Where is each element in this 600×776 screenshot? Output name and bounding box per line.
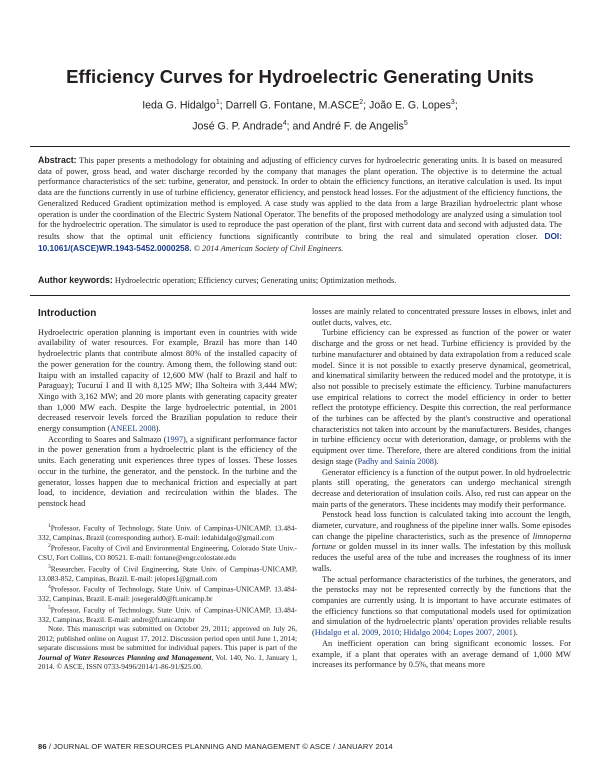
author-affil-mark: 4: [282, 119, 287, 127]
keywords-text: Hydroelectric operation; Efficiency curves; Generating units; Optimization methods.: [112, 276, 397, 285]
author-list: [40, 94, 560, 135]
paragraph-text: ).: [433, 456, 439, 466]
paragraph-text: According to Soares and Salmazo (: [48, 434, 167, 444]
header-divider: [30, 146, 570, 147]
footnote-text: Researcher, Faculty of Civil Engineering, State Univ. of Campinas-UNICAMP, 13.083-852, Campinas, Brazil. E-mail: jelopes1@gmail.com: [38, 564, 297, 583]
paragraph-text: ), a significant performance factor in the power generation from a hydroelectric plant is the efficiency of the units. Each generating unit experiences three types of losses. These losses occur in the turbine, the generator, and the penstock. In the turbine and the generator, losses happen due to mechanical friction and especially at part load, to incidence, deviation and recirculation within the blades. The penstock head: [38, 434, 297, 508]
author-affil-mark: 5: [403, 119, 408, 127]
paragraph: [312, 328, 571, 467]
abstract-divider: [30, 295, 570, 296]
section-heading-introduction: Introduction: [38, 308, 97, 319]
citation-link[interactable]: ANEEL 2008: [110, 424, 156, 434]
paragraph-text: ).: [512, 628, 518, 638]
paragraph-text: Penstock head loss function is calculated taking into account the length, diameter, curvature, and roughness of the pipeline inner walls. Some episodes can change the pipeline characteristics, such as the presence of: [312, 510, 571, 541]
footnote: $^2$Professor, Faculty of Civil and Environmental Engineering, Colorado State Univ.-CSU, Fort Collins, CO 80521. E-mail: fontane@engr.colostate.edu: [38, 543, 297, 563]
paragraph: [312, 575, 571, 639]
right-column: [312, 307, 571, 671]
citation-link[interactable]: 1997: [166, 434, 183, 444]
paragraph-text: Hydroelectric operation planning is important even in countries with wide availability of water resources. For example, Brazil has more than 140 hydroelectric plants that contribute almost 80% of the installed capacity of the power generation for the country. Among them, the following stand out: Itaipu with an installed capacity of 12,600 MW (half to Brazil and half to Paraguay); Tucuruí I and II with 8,125 MW; Ilha Solteira with 3,444 MW; Xingo with 3,162 MW; and 20 more plants with generating capacity greater than 1,000 MW each. Despite the large hydroelectric potential, in 2001 decreased reservoir levels forced the Brazilian population to reduce their energy consumption (: [38, 327, 297, 434]
author-separator: ;: [454, 99, 458, 112]
footnote: $^5$Professor, Faculty of Technology, State Univ. of Campinas-UNICAMP, 13.484-332, Campinas, Brazil. E-mail: andre@ft.unicamp.br: [38, 604, 297, 624]
author-keywords: [38, 275, 562, 287]
paragraph-text: Turbine efficiency can be expressed as function of the power or water discharge and the gross or net head. Turbine efficiency is provided by the turbine manufacturer and obtained by data extrapolation from a reduced scale model. Since it is not possible to exactly preserve dynamical, geometrical, and kinematical similarity between the reduced model and the prototype, it is also not possible to precisely estimate the efficiency. Turbine manufacturers use empirical relations to correct the model efficiency in order to better reflect the prototype efficiency. Despite this correction, the real performance of the turbines can be affected by the plant's constructive and operational characteristics not taken into account by the manufacturers. Besides, changes in turbine efficiency occur with deterioration, damage, or problems with the equipment over time. Therefore, there are altered conditions from the initial design stage (: [312, 328, 571, 466]
citation-link[interactable]: Hidalgo et al. 2009, 2010; Hidalgo 2004; Lopes 2007, 2001: [314, 628, 513, 638]
journal-name: Journal of Water Resources Planning and Management: [38, 652, 212, 662]
left-column: [38, 307, 297, 510]
paragraph-text: ).: [155, 424, 161, 434]
note-text: Note. This manuscript was submitted on October 29, 2011; approved on July 26, 2012; published online on August 17, 2012. Discussion period open until June 1, 2014; separate discussions must be submitted for individual papers. This paper is part of the: [38, 624, 297, 653]
page-footer: [38, 742, 562, 751]
paragraph: [312, 510, 571, 574]
note-text: , Vol. 140, No. 1, January 1, 2014. © ASCE, ISSN 0733-9496/2014/1-86-91/$25.00.: [38, 652, 297, 672]
citation-link[interactable]: Padhy and Sainía 2008: [357, 456, 434, 466]
author-affil-mark: 3: [450, 99, 455, 106]
doi-link[interactable]: DOI: 10.1061/(ASCE)WR.1943-5452.0000258.: [38, 230, 562, 253]
author-name: ; Darrell G. Fontane, M.ASCE: [219, 99, 360, 112]
footnote-text: Professor, Faculty of Civil and Environmental Engineering, Colorado State Univ.-CSU, Fort Collins, CO 80521. E-mail: fontane@engr.colostate.edu: [38, 543, 297, 563]
paragraph: losses are mainly related to concentrated pressure losses in elbows, inlet and outlet ducts, valves, etc.: [312, 307, 571, 327]
author-affil-mark: 1: [215, 99, 220, 106]
submission-note: [38, 624, 297, 672]
author-line-1: [40, 94, 560, 115]
abstract-text: This paper presents a methodology for obtaining and adjusting of efficiency curves for hydroelectric generating units. It is based on measured data of power, gross head, and water discharge recorded by the company that manages the plant operation. The objective is to determine the actual performance characteristics of the set: turbine, generator, and penstock. In order to obtain the efficiency functions, an iterative calculation is used. Its input data are the functions currently in use of turbine efficiency, generator efficiency, and penstock head losses. For the adjustment of the efficiency functions, the Generalized Reduced Gradient optimization method is employed. A case study was applied to the data from a large Brazilian hydroelectric plant whose operation is under the coordination of the Electric System National Operator. The benefits of the proposed methodology are analyzed using a simulation tool for the hydroelectric operation. The simulator is used to reproduce the past operation of the plant, first with current data and second with adjusted data. The results show that the optimal unit efficiency functions significantly contribute to bring the real and simulated operation closer.: [38, 156, 562, 241]
footnote-text: Professor, Faculty of Technology, State Univ. of Campinas-UNICAMP, 13.484-332, Campinas, Brazil (corresponding author). E-mail: iedahidalgo@gmail.com: [38, 523, 297, 542]
footnote: $^3$Researcher, Faculty of Civil Engineering, State Univ. of Campinas-UNICAMP, 13.083-852, Campinas, Brazil. E-mail: jelopes1@gmail.com: [38, 563, 297, 583]
author-name: ; João E. G. Lopes: [363, 99, 451, 112]
paragraph: An inefficient operation can bring significant economic losses. For example, if a plant that operates with an average demand of 1,000 MW increases its performance by 0.5%, that means more: [312, 638, 571, 670]
paragraph: Generator efficiency is a function of the output power. In old hydroelectric plants still operating, the generators can undergo mechanical strength decrease and deterioration of insulation coils. Also, red rust can appear on the main parts of the generators. These incidents may modify their performance.: [312, 467, 571, 509]
footnote: $^1$Professor, Faculty of Technology, State Univ. of Campinas-UNICAMP, 13.484-332, Campinas, Brazil (corresponding author). E-mail: iedahidalgo@gmail.com: [38, 523, 297, 542]
paragraph: [38, 435, 297, 510]
author-line-2: [40, 115, 560, 136]
copyright-notice: © 2014 American Society of Civil Engineers.: [191, 243, 344, 253]
paragraph-text: or golden mussel in its inner walls. The infestation by this mollusk reduces the useful area of the tube and increases the roughness of its inner walls.: [312, 542, 571, 573]
footnotes: [38, 522, 297, 672]
footnote-text: Professor, Faculty of Technology, State Univ. of Campinas-UNICAMP, 13.484-332, Campinas, Brazil. E-mail: andre@ft.unicamp.br: [38, 605, 297, 624]
page-number: 86: [38, 742, 47, 751]
journal-running-footer: / JOURNAL OF WATER RESOURCES PLANNING AND MANAGEMENT © ASCE / JANUARY 2014: [46, 742, 393, 751]
author-name: ; and André F. de Angelis: [286, 120, 404, 133]
author-affil-mark: 2: [359, 99, 364, 106]
footnote: $^4$Professor, Faculty of Technology, State Univ. of Campinas-UNICAMP, 13.484-332, Campinas, Brazil. E-mail: josegerald0@ft.unicamp.br: [38, 584, 297, 604]
abstract: [38, 155, 562, 254]
footnote-text: Professor, Faculty of Technology, State Univ. of Campinas-UNICAMP, 13.484-332, Campinas, Brazil. E-mail: josegerald0@ft.unicamp.br: [38, 584, 297, 604]
paragraph: [38, 328, 297, 435]
species-name: limnoperna fortune: [312, 531, 571, 552]
paragraph-text: The actual performance characteristics of the turbines, the generators, and the penstocks may not be represented correctly by the functions that the companies are currently using. It is important to have accurate estimates of the efficiency functions so that computational models used for optimization and simulation of the hydroelectric plants' operation provides reliable results (: [312, 574, 571, 638]
paper-title: Efficiency Curves for Hydroelectric Generating Units: [66, 66, 534, 87]
abstract-label: Abstract:: [38, 155, 77, 165]
keywords-label: Author keywords:: [38, 275, 113, 285]
author-name: Ieda G. Hidalgo: [142, 99, 216, 112]
author-name: José G. P. Andrade: [192, 120, 283, 133]
